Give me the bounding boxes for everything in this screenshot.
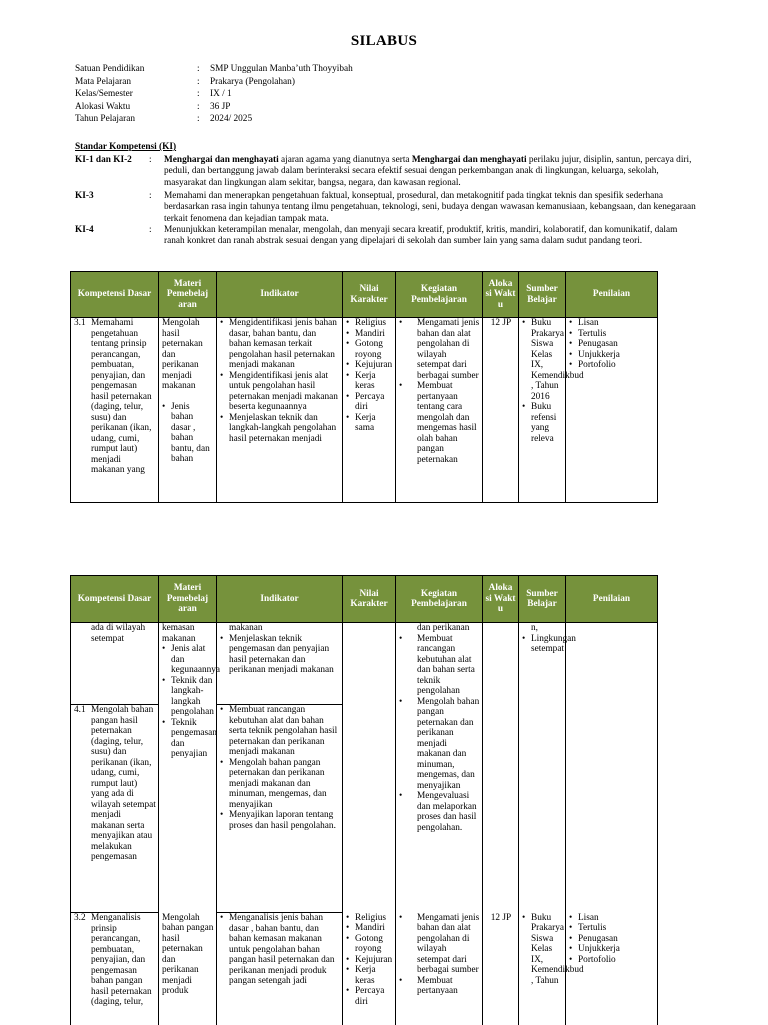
header-kd: Kompetensi Dasar bbox=[71, 272, 159, 318]
meta-row: Kelas/Semester : IX / 1 bbox=[75, 88, 353, 101]
header-alokasi: Aloka si Wakt u bbox=[483, 272, 519, 318]
list-item: • Percaya diri bbox=[346, 392, 393, 413]
table-row: 3.2 Menganalisis prinsip perancangan, pembuatan, penyajian, dan pengemasan bahan pangan hasil peternakan (daging, telur, Mengolah bahan pangan hasil peternakan dan perikanan menjadi produk • Menganalisis jenis bahan dasar , bahan bantu, dan bahan kemasan makanan untuk pengolahan bahan pangan hasil peternakan dan perikanan menjadi produk pangan setengah jadi • Religius • Mandiri • Gotong royong • Kejujuran • Kerja keras • Percaya diri • Mengamati jenis bahan dan alat pengolahan di wilayah setempat dari berbagai sumber • Membuat pertanyaan 12 JP • Buku Prakarya Siswa Kelas IX, Kemendikbud , Tahun • Lisan • Tertulis • Penugasan • Unjukkerja • Portofolio bbox=[71, 913, 658, 1025]
list-item: • Gotong royong bbox=[346, 934, 393, 955]
list-item: • Membuat rancangan kebutuhan alat dan bahan serta teknik pengolahan hasil peternakan dan perikanan menjadi makanan bbox=[220, 705, 340, 758]
list-item: • Lisan bbox=[569, 318, 655, 329]
list-item: • Portofolio bbox=[569, 955, 655, 966]
list-item: • Teknik dan langkah-langkah pengolahan bbox=[162, 676, 214, 718]
header-penilaian: Penilaian bbox=[566, 576, 658, 623]
meta-row: Satuan Pendidikan : SMP Unggulan Manba’uth Thoyyibah bbox=[75, 63, 353, 76]
list-item: • Buku Prakarya Siswa Kelas IX, Kemendikbud , Tahun bbox=[522, 913, 563, 987]
syllabus-table-page1 bbox=[70, 271, 658, 503]
header-indikator: Indikator bbox=[217, 272, 343, 318]
list-item: • Unjukkerja bbox=[569, 350, 655, 361]
list-item: • Religius bbox=[346, 913, 393, 924]
list-item: • Mengolah bahan pangan peternakan dan perikanan menjadi makanan dan minuman, mengemas, dan menyajikan bbox=[220, 758, 340, 811]
header-nilai: Nilai Karakter bbox=[343, 576, 396, 623]
list-item: • Mandiri bbox=[346, 329, 393, 340]
meta-row: Alokasi Waktu : 36 JP bbox=[75, 101, 353, 114]
list-item: • Lisan bbox=[569, 913, 655, 924]
list-item: • Membuat pertanyaan tentang cara mengolah dan mengemas hasil olah bahan pangan peternakan bbox=[399, 381, 480, 465]
list-item: • Lingkungan setempat bbox=[522, 634, 563, 655]
list-item: • Percaya diri bbox=[346, 986, 393, 1007]
list-item: • Kerja keras bbox=[346, 965, 393, 986]
header-materi: Materi Pemebelaj aran bbox=[159, 272, 217, 318]
header-alokasi: Aloka si Wakt u bbox=[483, 576, 519, 623]
header-kegiatan: Kegiatan Pembelajaran bbox=[396, 272, 483, 318]
header-nilai: Nilai Karakter bbox=[343, 272, 396, 318]
page-title: SILABUS bbox=[0, 33, 768, 50]
list-item: • Menjelaskan teknik dan langkah-langkah pengolahan hasil peternakan menjadi bbox=[220, 413, 340, 445]
list-item: • Mandiri bbox=[346, 923, 393, 934]
list-item: • Unjukkerja bbox=[569, 944, 655, 955]
list-item: • Gotong royong bbox=[346, 339, 393, 360]
list-item: • Menganalisis jenis bahan dasar , bahan bantu, dan bahan kemasan makanan untuk pengolahan bahan pangan hasil peternakan dan perikanan menjadi produk pangan setengah jadi bbox=[220, 913, 340, 987]
list-item: • Penugasan bbox=[569, 934, 655, 945]
syllabus-table-page2 bbox=[70, 575, 658, 1025]
list-item: • Mengidentifikasi jenis alat untuk pengolahan hasil peternakan menjadi makanan beserta kegunaannya bbox=[220, 371, 340, 413]
list-item: • Penugasan bbox=[569, 339, 655, 350]
list-item: • Jenis alat dan kegunaannya bbox=[162, 644, 214, 676]
list-item: • Buku Prakarya Siswa Kelas IX, Kemendikbud , Tahun 2016 bbox=[522, 318, 563, 402]
list-item: • Mengamati jenis bahan dan alat pengolahan di wilayah setempat dari berbagai sumber bbox=[399, 318, 480, 381]
list-item: • Kerja sama bbox=[346, 413, 393, 434]
identity-block bbox=[75, 63, 353, 126]
list-item: • Kerja keras bbox=[346, 371, 393, 392]
table-header-row bbox=[71, 576, 658, 623]
meta-row: Mata Pelajaran : Prakarya (Pengolahan) bbox=[75, 76, 353, 89]
list-item: • Membuat pertanyaan bbox=[399, 976, 480, 997]
table-row: 4.1 Mengolah bahan pangan hasil peternakan (daging, telur, susu) dan perikanan (ikan, udang, cumi, rumput laut) yang ada di wilayah setempat menjadi makanan serta menyajikan atau melakukan pengemasan • Membuat rancangan kebutuhan alat dan bahan serta teknik pengolahan hasil peternakan dan perikanan menjadi makanan • Mengolah bahan pangan peternakan dan perikanan menjadi makanan dan minuman, mengemas, dan menyajikan • Menyajikan laporan tentang proses dan hasil pengolahan. bbox=[71, 705, 658, 913]
list-item: • Mengamati jenis bahan dan alat pengolahan di wilayah setempat dari berbagai sumber bbox=[399, 913, 480, 976]
list-item: • Buku refensi yang releva bbox=[522, 402, 563, 444]
ki-heading: Standar Kompetensi (KI) bbox=[75, 142, 176, 152]
header-indikator: Indikator bbox=[217, 576, 343, 623]
list-item: • Kejujuran bbox=[346, 360, 393, 371]
list-item: • Membuat rancangan kebutuhan alat dan bahan serta teknik pengolahan bbox=[399, 634, 480, 697]
table-row: 3.1 Memahami pengetahuan tentang prinsip perancangan, pembuatan, penyajian, dan pengemasan hasil peternakan (daging, telur, susu) dan perikanan (ikan, udang, cumi, rumput laut) menjadi makanan yang Mengolah hasil peternakan dan perikanan menjadi makanan • Jenis bahan dasar , bahan bantu, dan bahan • Mengidentifikasi jenis bahan dasar, bahan bantu, dan bahan kemasan terkait pengolahan hasil peternakan menjadi makanan • Mengidentifikasi jenis alat untuk pengolahan hasil peternakan menjadi makanan beserta kegunaannya • Menjelaskan teknik dan langkah-langkah pengolahan hasil peternakan menjadi • Religius • Mandiri • Gotong royong • Kejujuran • Kerja keras • Percaya diri • Kerja sama • Mengamati jenis bahan dan alat pengolahan di wilayah setempat dari berbagai sumber • Membuat pertanyaan tentang cara mengolah dan mengemas hasil olah bahan pangan peternakan 12 JP • Buku Prakarya Siswa Kelas IX, Kemendikbud , Tahun 2016 • Buku refensi yang releva • Lisan • Tertulis • Penugasan • Unjukkerja • Portofolio bbox=[71, 318, 658, 503]
list-item: • Menyajikan laporan tentang proses dan hasil pengolahan. bbox=[220, 810, 340, 831]
list-item: • Religius bbox=[346, 318, 393, 329]
list-item: • Mengolah bahan pangan peternakan dan perikanan menjadi makanan dan minuman, mengemas, dan menyajikan bbox=[399, 697, 480, 792]
header-kd: Kompetensi Dasar bbox=[71, 576, 159, 623]
header-materi: Materi Pemebelaj aran bbox=[159, 576, 217, 623]
table-row: ada di wilayah setempat kemasan makanan • Jenis alat dan kegunaannya • Teknik dan langkah-langkah pengolahan • Teknik pengemasan dan penyajian makanan • Menjelaskan teknik pengemasan dan penyajian hasil peternakan dan perikanan menjadi makanan dan perikanan • Membuat rancangan kebutuhan alat dan bahan serta teknik pengolahan • Mengolah bahan pangan peternakan dan perikanan menjadi makanan dan minuman, mengemas, dan menyajikan • Mengevaluasi dan melaporkan proses dan hasil pengolahan. n, • Lingkungan setempat bbox=[71, 623, 658, 705]
ki-text: Menghargai dan menghayati ajaran agama yang dianutnya serta Menghargai dan menghayati perilaku jujur, disiplin, santun, percaya diri, peduli, dan bertanggung jawab dalam berinteraksi secara efektif sesuai dengan perkembangan anak di lingkungan, keluarga, sekolah, masyarakat dan lingkungan alam sekitar, bangsa, negara, dan kawasan regional. bbox=[164, 155, 696, 189]
table-header-row bbox=[71, 272, 658, 318]
header-sumber: Sumber Belajar bbox=[519, 272, 566, 318]
header-penilaian: Penilaian bbox=[566, 272, 658, 318]
list-item: • Teknik pengemasan dan penyajian bbox=[162, 718, 214, 760]
meta-row: Tahun Pelajaran : 2024/ 2025 bbox=[75, 113, 353, 126]
list-item: • Tertulis bbox=[569, 923, 655, 934]
list-item: • Mengevaluasi dan melaporkan proses dan hasil pengolahan. bbox=[399, 791, 480, 833]
list-item: • Kejujuran bbox=[346, 955, 393, 966]
list-item: • Mengidentifikasi jenis bahan dasar, bahan bantu, dan bahan kemasan terkait pengolahan hasil peternakan menjadi makanan bbox=[220, 318, 340, 371]
list-item: • Menjelaskan teknik pengemasan dan penyajian hasil peternakan dan perikanan menjadi makanan bbox=[220, 634, 340, 676]
header-sumber: Sumber Belajar bbox=[519, 576, 566, 623]
list-item: • Portofolio bbox=[569, 360, 655, 371]
list-item: • Jenis bahan dasar , bahan bantu, dan bahan bbox=[162, 402, 214, 465]
list-item: • Tertulis bbox=[569, 329, 655, 340]
header-kegiatan: Kegiatan Pembelajaran bbox=[396, 576, 483, 623]
